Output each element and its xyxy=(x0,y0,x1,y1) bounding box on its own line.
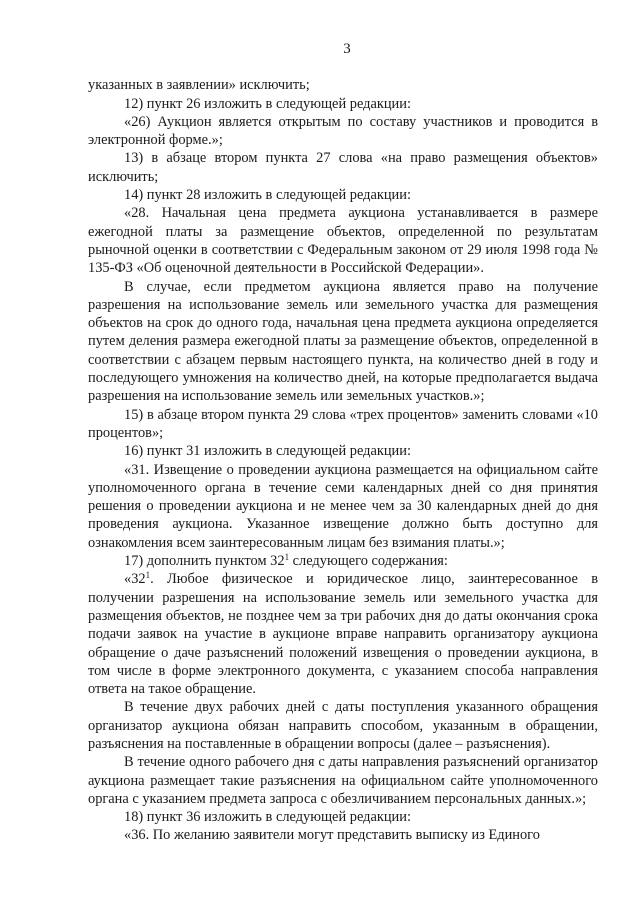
paragraph: В течение двух рабочих дней с даты поступления указанного обращения организатор аукциона обязан направить способом, указанным в обращении, разъяснения на поставленные в обращении вопросы (далее – разъяснения). xyxy=(88,699,598,752)
paragraph: 15) в абзаце втором пункта 29 слова «трех процентов» заменить словами «10 процентов»; xyxy=(88,406,598,441)
paragraph: В течение одного рабочего дня с даты направления разъяснений организатор аукциона размещает такие разъяснения на официальном сайте уполномоченного органа с указанием предмета запроса с обезличиванием персональных данных.»; xyxy=(88,754,598,807)
paragraph: 18) пункт 36 изложить в следующей редакции: xyxy=(124,809,411,826)
paragraph xyxy=(88,570,598,698)
paragraph-text: 17) дополнить пунктом 32 xyxy=(124,553,285,570)
paragraph: 12) пункт 26 изложить в следующей редакции: xyxy=(124,95,411,112)
paragraph-text: «32 xyxy=(124,571,146,588)
document-page xyxy=(88,40,598,845)
paragraph: 13) в абзаце втором пункта 27 слова «на право размещения объектов» исключить; xyxy=(88,150,598,185)
paragraph: 14) пункт 28 изложить в следующей редакции: xyxy=(124,187,411,204)
paragraph: «26) Аукцион является открытым по составу участников и проводится в электронной форме.»; xyxy=(88,113,598,149)
paragraph: «31. Извещение о проведении аукциона размещается на официальном сайте уполномоченного органа в течение семи календарных дней со дня принятия решения о проведении аукциона и не менее чем за 30 календарных дней до дня проведения аукциона. Указанное извещение должно быть доступно для ознакомления всем заинтересованным лицам без взимания платы.»; xyxy=(88,461,598,551)
paragraph: «28. Начальная цена предмета аукциона устанавливается в размере ежегодной платы за размещение объектов, определенной по результатам рыночной оценки в соответствии с Федеральным законом от 29 июля 1998 года № 135-ФЗ «Об оценочной деятельности в Российской Федерации». xyxy=(88,205,598,277)
paragraph-text: следующего содержания: xyxy=(289,553,448,570)
paragraph-text: . Любое физическое и юридическое лицо, заинтересованное в получении разрешения на использование земель или земельного участка для размещения объектов, не позднее чем за три рабочих дня до даты окончания срока подачи заявок на участие в аукционе вправе направить организатору аукциона обращение о даче разъяснений положений извещения о проведении аукциона, в том числе в форме электронного документа, с указанием способа направления ответа на такое обращение. xyxy=(88,571,598,698)
paragraph: указанных в заявлении» исключить; xyxy=(88,77,310,94)
superscript: 1 xyxy=(145,570,151,581)
superscript: 1 xyxy=(284,552,290,563)
paragraph: В случае, если предметом аукциона является право на получение разрешения на использование земель или земельного участка для размещения объектов на срок до одного года, начальная цена предмета аукциона определяется путем деления размера ежегодной платы за размещение объектов, определенной в соответствии с абзацем первым настоящего пункта, на количество дней в году и последующего умножения на количество дней, на которые предполагается выдача разрешения на использование земель или земельных участков.»; xyxy=(88,278,598,405)
page-number: 3 xyxy=(343,41,351,57)
paragraph: 16) пункт 31 изложить в следующей редакции: xyxy=(124,443,411,460)
paragraph xyxy=(88,552,598,570)
paragraph: «36. По желанию заявители могут представить выписку из Единого xyxy=(124,827,540,844)
